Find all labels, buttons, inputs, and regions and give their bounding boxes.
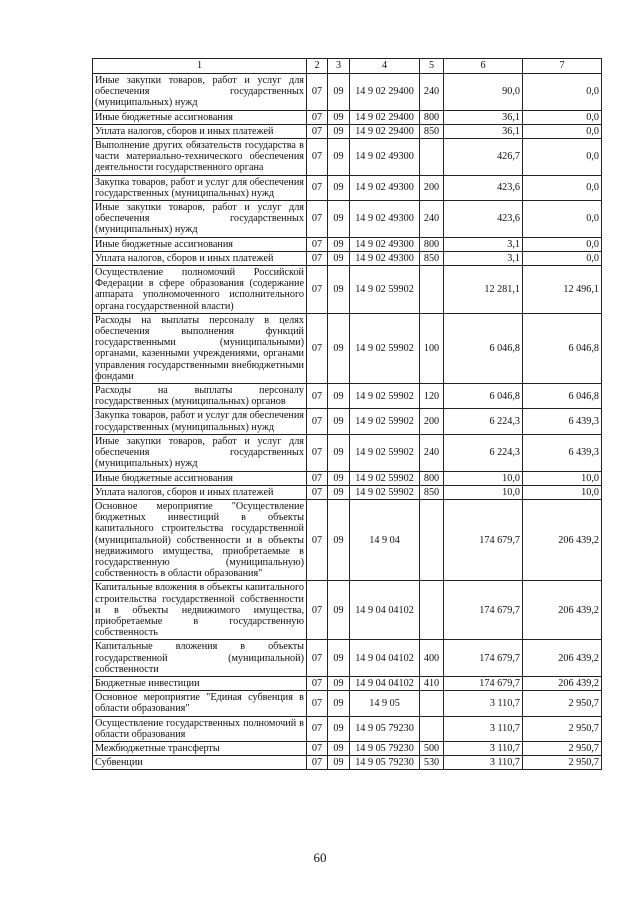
row-subsection: 09 [328,691,350,716]
row-amount-year-1: 10,0 [444,485,523,499]
row-target-code: 14 9 02 59902 [350,313,420,383]
row-amount-year-1: 36,1 [444,110,523,124]
row-expense-type [420,716,444,741]
row-amount-year-2: 2 950,7 [523,691,602,716]
row-expense-type [420,581,444,640]
row-expense-type: 200 [420,175,444,200]
row-subsection: 09 [328,124,350,138]
row-subsection: 09 [328,741,350,755]
row-section: 07 [307,409,328,434]
table-row [93,110,602,124]
row-amount-year-2: 206 439,2 [523,581,602,640]
table-header [93,59,602,74]
table-row [93,409,602,434]
row-amount-year-1: 3,1 [444,237,523,251]
row-subsection: 09 [328,175,350,200]
row-expense-type: 410 [420,676,444,690]
row-expense-type [420,499,444,580]
row-expense-type: 850 [420,124,444,138]
row-section: 07 [307,499,328,580]
row-amount-year-1: 174 679,7 [444,499,523,580]
row-amount-year-2: 0,0 [523,237,602,251]
row-amount-year-1: 90,0 [444,74,523,111]
row-name: Бюджетные инвестиции [93,676,307,690]
row-expense-type: 240 [420,434,444,471]
row-target-code: 14 9 02 59902 [350,471,420,485]
row-section: 07 [307,110,328,124]
row-subsection: 09 [328,110,350,124]
row-amount-year-2: 10,0 [523,485,602,499]
table-row [93,74,602,111]
row-amount-year-2: 12 496,1 [523,266,602,314]
row-section: 07 [307,756,328,770]
row-subsection: 09 [328,640,350,677]
table-row [93,313,602,383]
table-row [93,691,602,716]
row-section: 07 [307,201,328,238]
row-target-code: 14 9 02 59902 [350,384,420,409]
header-col-2: 2 [307,59,328,74]
row-name: Капитальные вложения в объекты государственной (муниципальной) собственности [93,640,307,677]
row-name: Расходы на выплаты персоналу в целях обеспечения выполнения функций государственными (муниципальными) органами, казенными учреждениями, органами управления государственными внебюджетными фондами [93,313,307,383]
table-row [93,384,602,409]
row-amount-year-2: 6 046,8 [523,313,602,383]
row-subsection: 09 [328,139,350,176]
row-expense-type [420,266,444,314]
header-col-1: 1 [93,59,307,74]
row-amount-year-1: 10,0 [444,471,523,485]
row-section: 07 [307,471,328,485]
row-expense-type [420,139,444,176]
row-section: 07 [307,251,328,265]
row-amount-year-1: 3 110,7 [444,716,523,741]
row-section: 07 [307,434,328,471]
row-target-code: 14 9 05 79230 [350,716,420,741]
row-subsection: 09 [328,756,350,770]
row-amount-year-1: 6 046,8 [444,313,523,383]
table-row [93,434,602,471]
row-expense-type: 400 [420,640,444,677]
row-expense-type: 200 [420,409,444,434]
table-row [93,139,602,176]
row-expense-type: 800 [420,237,444,251]
row-name: Иные закупки товаров, работ и услуг для обеспечения государственных (муниципальных) нужд [93,434,307,471]
row-section: 07 [307,581,328,640]
table-row [93,471,602,485]
row-subsection: 09 [328,384,350,409]
row-name: Иные бюджетные ассигнования [93,471,307,485]
row-target-code: 14 9 02 49300 [350,175,420,200]
header-col-4: 4 [350,59,420,74]
row-name: Уплата налогов, сборов и иных платежей [93,251,307,265]
row-section: 07 [307,676,328,690]
row-section: 07 [307,124,328,138]
row-target-code: 14 9 05 79230 [350,741,420,755]
row-subsection: 09 [328,409,350,434]
row-section: 07 [307,640,328,677]
row-section: 07 [307,716,328,741]
row-subsection: 09 [328,201,350,238]
row-target-code: 14 9 02 29400 [350,124,420,138]
row-section: 07 [307,175,328,200]
row-amount-year-1: 423,6 [444,201,523,238]
row-expense-type: 100 [420,313,444,383]
table-row [93,237,602,251]
row-amount-year-2: 206 439,2 [523,640,602,677]
header-col-3: 3 [328,59,350,74]
row-amount-year-2: 0,0 [523,139,602,176]
row-section: 07 [307,691,328,716]
row-name: Уплата налогов, сборов и иных платежей [93,124,307,138]
row-expense-type: 240 [420,74,444,111]
header-col-7: 7 [523,59,602,74]
row-amount-year-2: 0,0 [523,175,602,200]
row-section: 07 [307,384,328,409]
row-name: Осуществление полномочий Российской Федерации в сфере образования (содержание аппарата уполномоченного исполнительного органа государственной власти) [93,266,307,314]
table-row [93,175,602,200]
row-target-code: 14 9 02 59902 [350,409,420,434]
row-target-code: 14 9 02 59902 [350,266,420,314]
row-expense-type: 530 [420,756,444,770]
table-row [93,676,602,690]
row-amount-year-1: 423,6 [444,175,523,200]
row-target-code: 14 9 02 59902 [350,485,420,499]
row-subsection: 09 [328,237,350,251]
row-name: Капитальные вложения в объекты капитального строительства государственной собственности и в объекты недвижимого имущества, приобретаемые в государственную собственность [93,581,307,640]
row-section: 07 [307,313,328,383]
row-subsection: 09 [328,266,350,314]
row-amount-year-2: 10,0 [523,471,602,485]
table-row [93,201,602,238]
row-amount-year-1: 3 110,7 [444,756,523,770]
row-name: Основное мероприятие "Осуществление бюджетных инвестиций в объекты капитального строительства государственной (муниципальной) собственности и в объекты недвижимого имущества, приобретаемые в государственную (муниципальную) собственность в области образования" [93,499,307,580]
row-target-code: 14 9 04 04102 [350,640,420,677]
row-amount-year-1: 36,1 [444,124,523,138]
row-amount-year-2: 6 439,3 [523,434,602,471]
row-amount-year-1: 6 224,3 [444,434,523,471]
row-target-code: 14 9 02 29400 [350,74,420,111]
table-row [93,485,602,499]
row-section: 07 [307,485,328,499]
row-amount-year-1: 3 110,7 [444,691,523,716]
row-target-code: 14 9 05 [350,691,420,716]
header-col-6: 6 [444,59,523,74]
row-name: Иные бюджетные ассигнования [93,110,307,124]
row-target-code: 14 9 02 49300 [350,251,420,265]
table-row [93,124,602,138]
row-amount-year-1: 6 224,3 [444,409,523,434]
budget-table [92,58,602,770]
row-name: Закупка товаров, работ и услуг для обеспечения государственных (муниципальных) нужд [93,409,307,434]
row-target-code: 14 9 02 59902 [350,434,420,471]
row-amount-year-2: 2 950,7 [523,756,602,770]
table-row [93,741,602,755]
row-amount-year-1: 12 281,1 [444,266,523,314]
row-expense-type: 240 [420,201,444,238]
row-expense-type [420,691,444,716]
row-amount-year-2: 0,0 [523,201,602,238]
row-section: 07 [307,74,328,111]
table-body [93,74,602,770]
row-amount-year-1: 426,7 [444,139,523,176]
row-amount-year-2: 206 439,2 [523,499,602,580]
row-subsection: 09 [328,581,350,640]
row-expense-type: 850 [420,485,444,499]
row-subsection: 09 [328,716,350,741]
row-target-code: 14 9 04 04102 [350,676,420,690]
row-amount-year-1: 3,1 [444,251,523,265]
row-target-code: 14 9 02 49300 [350,237,420,251]
header-row [93,59,602,74]
row-expense-type: 850 [420,251,444,265]
row-name: Закупка товаров, работ и услуг для обеспечения государственных (муниципальных) нужд [93,175,307,200]
row-target-code: 14 9 02 29400 [350,110,420,124]
header-col-5: 5 [420,59,444,74]
row-subsection: 09 [328,676,350,690]
row-target-code: 14 9 05 79230 [350,756,420,770]
row-amount-year-2: 0,0 [523,251,602,265]
row-name: Межбюджетные трансферты [93,741,307,755]
row-amount-year-1: 174 679,7 [444,581,523,640]
row-name: Основное мероприятие "Единая субвенция в области образования" [93,691,307,716]
row-amount-year-2: 2 950,7 [523,716,602,741]
row-section: 07 [307,266,328,314]
row-name: Субвенции [93,756,307,770]
table-row [93,251,602,265]
table-row [93,756,602,770]
row-name: Расходы на выплаты персоналу государственных (муниципальных) органов [93,384,307,409]
row-subsection: 09 [328,313,350,383]
row-name: Иные бюджетные ассигнования [93,237,307,251]
row-subsection: 09 [328,485,350,499]
row-subsection: 09 [328,499,350,580]
table-row [93,581,602,640]
row-expense-type: 800 [420,110,444,124]
row-amount-year-2: 2 950,7 [523,741,602,755]
row-amount-year-2: 206 439,2 [523,676,602,690]
row-subsection: 09 [328,471,350,485]
row-subsection: 09 [328,251,350,265]
table-row [93,716,602,741]
row-target-code: 14 9 04 04102 [350,581,420,640]
row-name: Уплата налогов, сборов и иных платежей [93,485,307,499]
row-target-code: 14 9 02 49300 [350,139,420,176]
row-amount-year-2: 0,0 [523,74,602,111]
row-expense-type: 120 [420,384,444,409]
row-amount-year-2: 0,0 [523,110,602,124]
row-section: 07 [307,741,328,755]
row-name: Иные закупки товаров, работ и услуг для обеспечения государственных (муниципальных) нужд [93,201,307,238]
page-number: 60 [313,850,327,865]
table-row [93,499,602,580]
row-amount-year-2: 6 439,3 [523,409,602,434]
row-amount-year-1: 174 679,7 [444,676,523,690]
row-section: 07 [307,139,328,176]
row-amount-year-1: 6 046,8 [444,384,523,409]
row-name: Выполнение других обязательств государства в части материально-технического обеспечения деятельности государственного органа [93,139,307,176]
row-amount-year-1: 174 679,7 [444,640,523,677]
row-section: 07 [307,237,328,251]
row-target-code: 14 9 04 [350,499,420,580]
row-name: Иные закупки товаров, работ и услуг для обеспечения государственных (муниципальных) нужд [93,74,307,111]
table-row [93,640,602,677]
row-subsection: 09 [328,74,350,111]
row-name: Осуществление государственных полномочий в области образования [93,716,307,741]
row-subsection: 09 [328,434,350,471]
row-amount-year-1: 3 110,7 [444,741,523,755]
table-row [93,266,602,314]
row-amount-year-2: 0,0 [523,124,602,138]
row-expense-type: 800 [420,471,444,485]
row-target-code: 14 9 02 49300 [350,201,420,238]
row-amount-year-2: 6 046,8 [523,384,602,409]
row-expense-type: 500 [420,741,444,755]
